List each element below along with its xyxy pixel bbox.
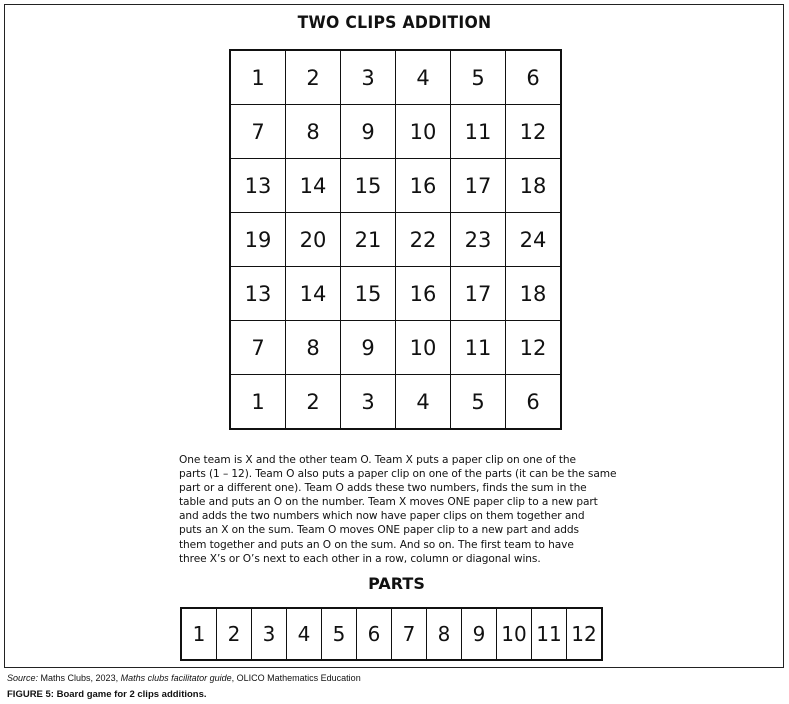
board-cell: 9 — [341, 105, 396, 159]
board-cell: 17 — [451, 267, 506, 321]
rules-line: them together and puts an O on the sum. And so on. The first team to have — [179, 538, 574, 551]
board-row — [230, 375, 561, 430]
part-cell: 5 — [322, 608, 357, 660]
board-cell: 5 — [451, 375, 506, 430]
board-row — [230, 267, 561, 321]
board-cell: 4 — [396, 375, 451, 430]
board-cell: 6 — [506, 50, 562, 105]
part-cell: 11 — [532, 608, 567, 660]
rules-line: part or a different one). Team O adds these two numbers, finds the sum in the — [179, 482, 587, 495]
board-cell: 4 — [396, 50, 451, 105]
part-cell: 10 — [497, 608, 532, 660]
board-cell: 8 — [286, 321, 341, 375]
board-cell: 2 — [286, 375, 341, 430]
part-cell: 1 — [181, 608, 217, 660]
board-cell: 12 — [506, 321, 562, 375]
board-row — [230, 321, 561, 375]
board-cell: 11 — [451, 105, 506, 159]
game-title: TWO CLIPS ADDITION — [297, 13, 492, 33]
rules-line: puts an X on the sum. Team O moves ONE paper clip to a new part and adds — [179, 524, 579, 537]
source-label: Source: — [7, 673, 39, 683]
board-cell: 5 — [451, 50, 506, 105]
board-cell: 21 — [341, 213, 396, 267]
board-cell: 16 — [396, 267, 451, 321]
rules-line: parts (1 – 12). Team O also puts a paper clip on one of the parts (it can be the same — [179, 468, 617, 481]
figure-caption: FIGURE 5: Board game for 2 clips additions. — [7, 689, 207, 700]
board-cell: 10 — [396, 321, 451, 375]
board-cell: 23 — [451, 213, 506, 267]
part-cell: 9 — [462, 608, 497, 660]
board-row — [230, 50, 561, 105]
board-row — [230, 159, 561, 213]
board-row — [230, 105, 561, 159]
board-cell: 22 — [396, 213, 451, 267]
source-text-after: , OLICO Mathematics Education — [231, 673, 361, 683]
parts-strip — [180, 607, 603, 661]
board-cell: 11 — [451, 321, 506, 375]
source-line — [7, 673, 361, 683]
board-cell: 17 — [451, 159, 506, 213]
board-cell: 13 — [230, 159, 286, 213]
part-cell: 3 — [252, 608, 287, 660]
board-cell: 7 — [230, 105, 286, 159]
rules-line: table and puts an O on the number. Team X moves ONE paper clip to a new part — [179, 496, 598, 509]
parts-heading: PARTS — [368, 574, 425, 593]
board-cell: 12 — [506, 105, 562, 159]
board-cell: 18 — [506, 267, 562, 321]
board-cell: 15 — [341, 159, 396, 213]
board-cell: 1 — [230, 375, 286, 430]
source-title: Maths clubs facilitator guide — [120, 673, 232, 683]
part-cell: 4 — [287, 608, 322, 660]
board-cell: 9 — [341, 321, 396, 375]
board-cell: 3 — [341, 375, 396, 430]
board-row — [230, 213, 561, 267]
board-cell: 7 — [230, 321, 286, 375]
rules-line: One team is X and the other team O. Team X puts a paper clip on one of the — [179, 454, 576, 466]
rules-line: three X’s or O’s next to each other in a row, column or diagonal wins. — [179, 552, 541, 565]
board-cell: 1 — [230, 50, 286, 105]
board-cell: 14 — [286, 267, 341, 321]
board-cell: 18 — [506, 159, 562, 213]
board-cell: 24 — [506, 213, 562, 267]
board-cell: 2 — [286, 50, 341, 105]
board-cell: 16 — [396, 159, 451, 213]
board-cell: 8 — [286, 105, 341, 159]
rules-line: and adds the two numbers which now have paper clips on them together and — [179, 510, 585, 523]
board-cell: 19 — [230, 213, 286, 267]
board-cell: 15 — [341, 267, 396, 321]
board-cell: 3 — [341, 50, 396, 105]
part-cell: 8 — [427, 608, 462, 660]
rules-text — [179, 453, 619, 566]
board-cell: 10 — [396, 105, 451, 159]
part-cell: 7 — [392, 608, 427, 660]
board-cell: 6 — [506, 375, 562, 430]
board-cell: 13 — [230, 267, 286, 321]
number-board — [229, 49, 562, 430]
board-cell: 20 — [286, 213, 341, 267]
part-cell: 12 — [567, 608, 603, 660]
board-cell: 14 — [286, 159, 341, 213]
source-text-before: Maths Clubs, 2023, — [38, 673, 121, 683]
part-cell: 6 — [357, 608, 392, 660]
part-cell: 2 — [217, 608, 252, 660]
